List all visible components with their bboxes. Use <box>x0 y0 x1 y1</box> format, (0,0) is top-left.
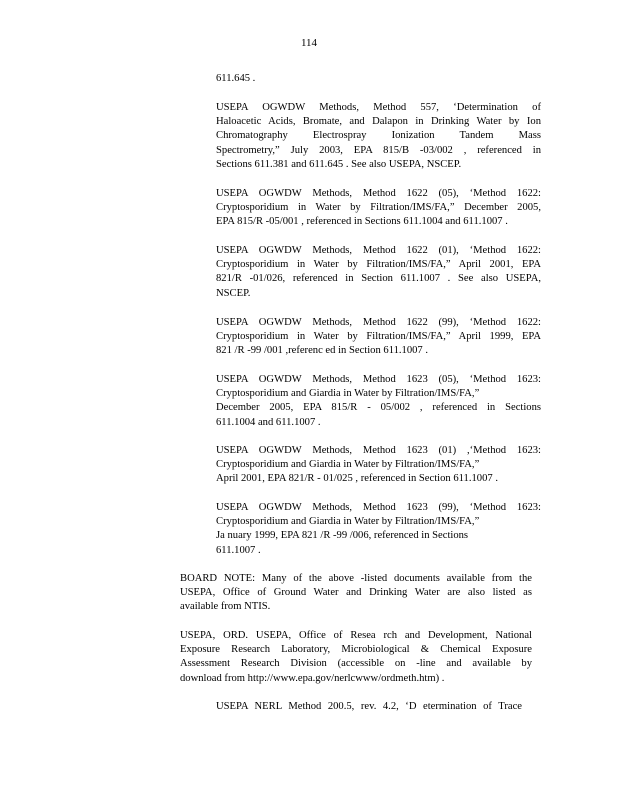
text-line: Assessment Research Division (accessible on -line and available by <box>180 658 532 670</box>
text-line: Exposure Research Laboratory, Microbiological & Chemical Exposure <box>180 644 532 656</box>
text-line: USEPA OGWDW Methods, Method 557, ‘Determination of <box>216 102 541 113</box>
text-line: USEPA OGWDW Methods, Method 1622 (05), ‘Method 1622: <box>216 188 541 199</box>
text-line: Cryptosporidium and Giardia in Water by Filtration/IMS/FA,” <box>216 388 480 400</box>
text-line: USEPA, ORD. USEPA, Office of Resea rch and Development, National <box>180 630 532 641</box>
text-line: download from http://www.epa.gov/nerlcwww/ordmeth.htm) . <box>180 672 445 684</box>
board-note <box>180 572 532 615</box>
text-line: 611.645 . <box>216 73 256 84</box>
citation-nerl-200-5 <box>216 700 522 714</box>
text-line: USEPA OGWDW Methods, Method 1623 (01) ,‘Method 1623: <box>216 445 541 456</box>
citation-method-1622-05 <box>216 187 541 230</box>
page-number: 114 <box>300 37 318 49</box>
text-line: Spectrometry,” July 2003, EPA 815/B -03/002 , referenced in <box>216 144 541 156</box>
text-line: Cryptosporidium in Water by Filtration/IMS/FA,” April 2001, EPA <box>216 259 541 271</box>
text-line: USEPA OGWDW Methods, Method 1623 (99), ‘Method 1623: <box>216 502 541 513</box>
citation-method-1623-01 <box>216 444 541 487</box>
text-line: Ja nuary 1999, EPA 821 /R -99 /006, referenced in Sections <box>216 530 469 542</box>
text-line: 611.1007 . <box>216 544 261 556</box>
text-line: available from NTIS. <box>180 601 271 613</box>
citation-usepa-ord <box>180 629 532 686</box>
text-line: December 2005, EPA 815/R - 05/002 , referenced in Sections <box>216 402 541 414</box>
text-line: Cryptosporidium and Giardia in Water by Filtration/IMS/FA,” <box>216 516 480 528</box>
text-line: Haloacetic Acids, Bromate, and Dalapon in Drinking Water by Ion <box>216 116 541 128</box>
text-line: 821/R -01/026, referenced in Section 611.1007 . See also USEPA, <box>216 273 541 285</box>
text-line: Cryptosporidium and Giardia in Water by Filtration/IMS/FA,” <box>216 459 480 471</box>
text-line: USEPA OGWDW Methods, Method 1622 (99), ‘Method 1622: <box>216 317 541 328</box>
text-line: USEPA OGWDW Methods, Method 1623 (05), ‘Method 1623: <box>216 374 541 385</box>
text-line: Sections 611.381 and 611.645 . See also USEPA, NSCEP. <box>216 158 462 170</box>
text-line: NSCEP. <box>216 287 251 299</box>
text-line: Chromatography Electrospray Ionization Tandem Mass <box>216 130 541 142</box>
text-line: Cryptosporidium in Water by Filtration/IMS/FA,” December 2005, <box>216 202 541 214</box>
text-line: 821 /R -99 /001 ,referenc ed in Section 611.1007 . <box>216 345 429 357</box>
citation-method-557 <box>216 101 541 172</box>
citation-method-1623-99 <box>216 501 541 558</box>
text-line: USEPA NERL Method 200.5, rev. 4.2, ‘D etermination of Trace <box>216 701 522 712</box>
text-line: 611.1004 and 611.1007 . <box>216 416 321 428</box>
text-line: USEPA, Office of Ground Water and Drinking Water are also listed as <box>180 587 532 599</box>
citation-method-1623-05 <box>216 373 541 430</box>
paragraph-continuation <box>216 72 541 86</box>
text-line: April 2001, EPA 821/R - 01/025 , referenced in Section 611.1007 . <box>216 473 498 485</box>
text-line: BOARD NOTE: Many of the above -listed documents available from the <box>180 573 532 584</box>
citation-method-1622-99 <box>216 316 541 359</box>
text-line: Cryptosporidium in Water by Filtration/IMS/FA,” April 1999, EPA <box>216 331 541 343</box>
text-line: EPA 815/R -05/001 , referenced in Sections 611.1004 and 611.1007 . <box>216 216 508 228</box>
text-line: USEPA OGWDW Methods, Method 1622 (01), ‘Method 1622: <box>216 245 541 256</box>
citation-method-1622-01 <box>216 244 541 301</box>
